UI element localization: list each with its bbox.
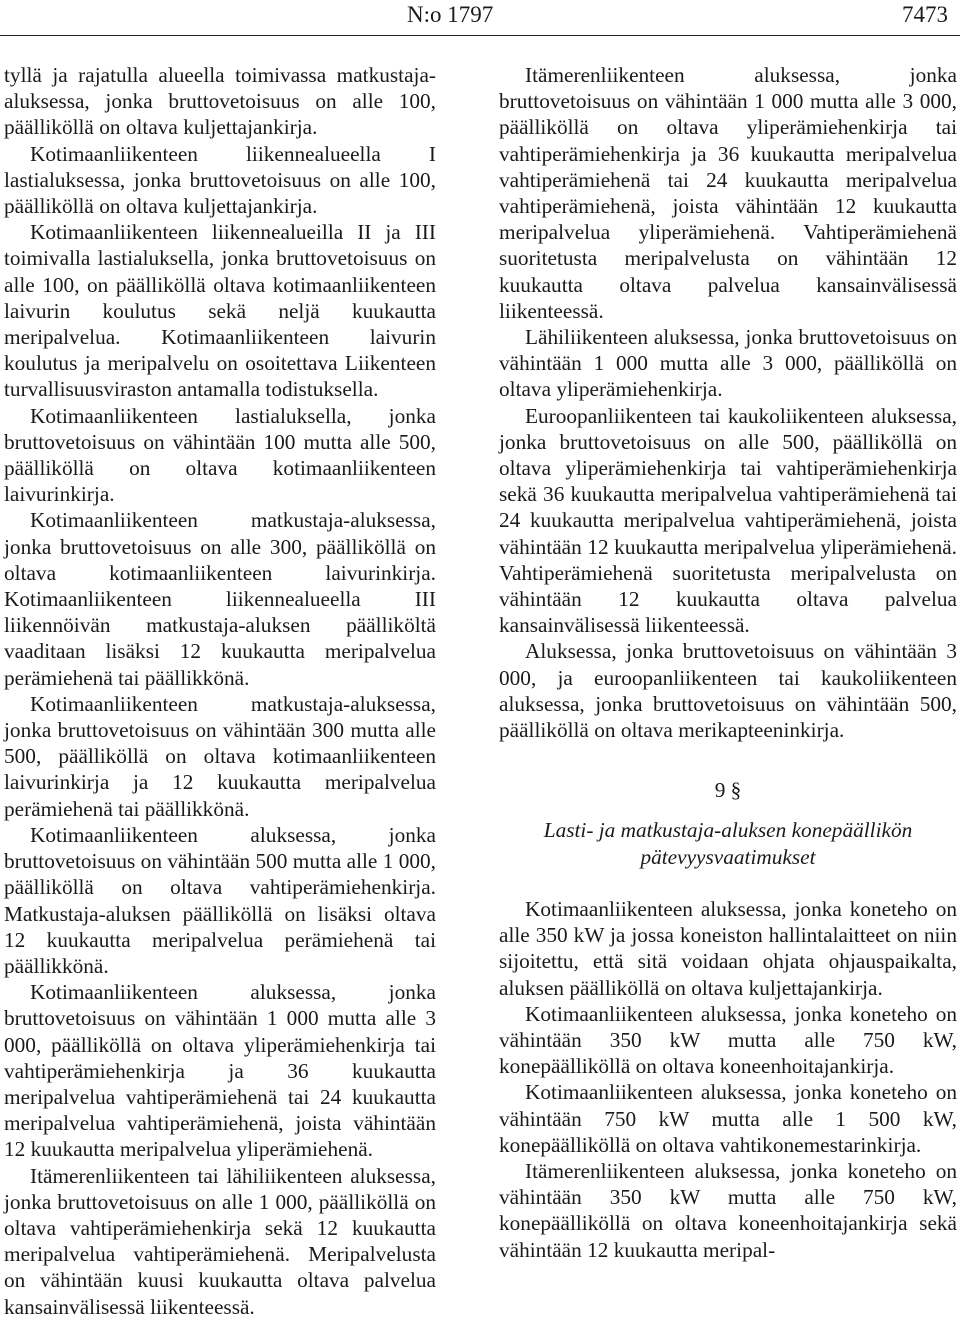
- paragraph: Kotimaanliikenteen matkustaja-aluksessa, jonka bruttovetoisuus on vähintään 300 mutta alle 500, päälliköllä on oltava kotimaanliikenteen laivurinkirja ja 12 kuukautta meripalvelua perämiehenä tai päällikkönä.: [4, 691, 436, 821]
- paragraph: Kotimaanliikenteen aluksessa, jonka bruttovetoisuus on vähintään 500 mutta alle 1 000, päälliköllä on oltava vahtiperämiehenkirja. Matkustaja-aluksen päälliköllä on lisäksi oltava 12 kuukautta meripalvelua perämiehenä tai päällikkönä.: [4, 822, 436, 978]
- page-header: [0, 0, 960, 34]
- paragraph: Itämerenliikenteen aluksessa, jonka koneteho on vähintään 350 kW mutta alle 750 kW, konepäälliköllä on oltava koneenhoitajankirja sekä vähintään 12 kuukautta meripal-: [499, 1158, 957, 1262]
- header-rule: [0, 35, 960, 36]
- issue-number: N:o 1797: [407, 2, 494, 27]
- paragraph: Kotimaanliikenteen liikennealueella I lastialuksessa, jonka bruttovetoisuus on alle 100, päälliköllä on oltava kuljettajankirja.: [4, 141, 436, 219]
- paragraph: Lähiliikenteen aluksessa, jonka bruttovetoisuus on vähintään 1 000 mutta alle 3 000, päälliköllä on oltava yliperämiehenkirja.: [499, 325, 957, 402]
- paragraph: Itämerenliikenteen aluksessa, jonka bruttovetoisuus on vähintään 1 000 mutta alle 3 000, päälliköllä on oltava yliperämiehenkirja tai vahtiperämiehenkirja ja 36 kuukautta meripalvelua vahtiperämiehenä tai 24 kuukautta meripalvelua vahtiperämiehenä, joista vähintään 12 kuukautta meripalvelua yliperämiehenä. Vahtiperämiehenä suoritetusta meripalvelusta on vähintään 12 kuukautta oltava palvelua kansainvälisessä liikenteessä.: [499, 63, 957, 323]
- section-number: 9 §: [714, 778, 742, 803]
- paragraph: tyllä ja rajatulla alueella toimivassa matkustaja-aluksessa, jonka bruttovetoisuus on alle 100, päälliköllä on oltava kuljettajankirja.: [4, 63, 436, 140]
- paragraph: Kotimaanliikenteen lastialuksella, jonka bruttovetoisuus on vähintään 100 mutta alle 500, päälliköllä on oltava kotimaanliikenteen laivurinkirja.: [4, 403, 436, 507]
- right-column: [499, 62, 957, 1263]
- page-number: 7473: [902, 2, 948, 27]
- paragraph: Kotimaanliikenteen aluksessa, jonka koneteho on vähintään 350 kW mutta alle 750 kW, konepäälliköllä on oltava koneenhoitajankirja.: [499, 1001, 957, 1079]
- paragraph: Kotimaanliikenteen aluksessa, jonka koneteho on alle 350 kW ja jossa koneiston hallintalaitteet on niin sijoitettu, että sitä voidaan ohjata ohjauspaikalta, aluksen päälliköllä on oltava kuljettajankirja.: [499, 896, 957, 1000]
- paragraph: Euroopanliikenteen tai kaukoliikenteen aluksessa, jonka bruttovetoisuus on alle 500, päälliköllä on oltava yliperämiehenkirja tai vahtiperämiehenkirja sekä 36 kuukautta meripalvelua vahtiperämiehenä tai 24 kuukautta meripalvelua vahtiperämiehenä, joista vähintään 12 kuukautta meripalvelua yliperämiehenä. Vahtiperämiehenä suoritetusta meripalvelusta on vähintään 12 kuukautta oltava palvelua kansainvälisessä liikenteessä.: [499, 403, 957, 638]
- paragraph: Kotimaanliikenteen matkustaja-aluksessa, jonka bruttovetoisuus on alle 300, päälliköllä on oltava kotimaanliikenteen laivurinkirja. Kotimaanliikenteen liikennealueella III liikennöivän matkustaja-aluksen päälliköltä vaaditaan lisäksi 12 kuukautta meripalvelua perämiehenä tai päällikkönä.: [4, 508, 436, 690]
- paragraph: Kotimaanliikenteen liikennealueilla II ja III toimivalla lastialuksella, jonka bruttovetoisuus on alle 100, on päälliköllä oltava kotimaanliikenteen laivurin koulutus sekä neljä kuukautta meripalvelua. Kotimaanliikenteen laivurin koulutus ja meripalvelu on osoitettava Liikenteen turvallisuusviraston antamalla todistuksella.: [4, 220, 436, 402]
- paragraph: Kotimaanliikenteen aluksessa, jonka bruttovetoisuus on vähintään 1 000 mutta alle 3 000, päälliköllä on oltava yliperämiehenkirja tai vahtiperämiehenkirja ja 36 kuukautta meripalvelua vahtiperämiehenä tai 24 kuukautta meripalvelua vahtiperämiehenä, joista vähintään 12 kuukautta meripalvelua yliperämiehenä.: [4, 980, 436, 1162]
- paragraph: Itämerenliikenteen tai lähiliikenteen aluksessa, jonka bruttovetoisuus on alle 1 000, päälliköllä on oltava vahtiperämiehenkirja sekä 12 kuukautta meripalvelua vahtiperämiehenä. Meripalvelusta on vähintään kuusi kuukautta oltava palvelua kansainvälisessä liikenteessä.: [4, 1163, 436, 1319]
- paragraph: Aluksessa, jonka bruttovetoisuus on vähintään 3 000, ja euroopanliikenteen tai kaukoliikenteen aluksessa, jonka bruttovetoisuus on vähintään 500, päälliköllä on oltava merikapteeninkirja.: [499, 639, 957, 743]
- left-column: [4, 62, 436, 1320]
- section-title: Lasti- ja matkustaja-aluksen konepäällikön pätevyysvaatimukset: [543, 818, 913, 869]
- paragraph: Kotimaanliikenteen aluksessa, jonka koneteho on vähintään 750 kW mutta alle 1 500 kW, konepäälliköllä on oltava vahtikonemestarinkirja.: [499, 1080, 957, 1157]
